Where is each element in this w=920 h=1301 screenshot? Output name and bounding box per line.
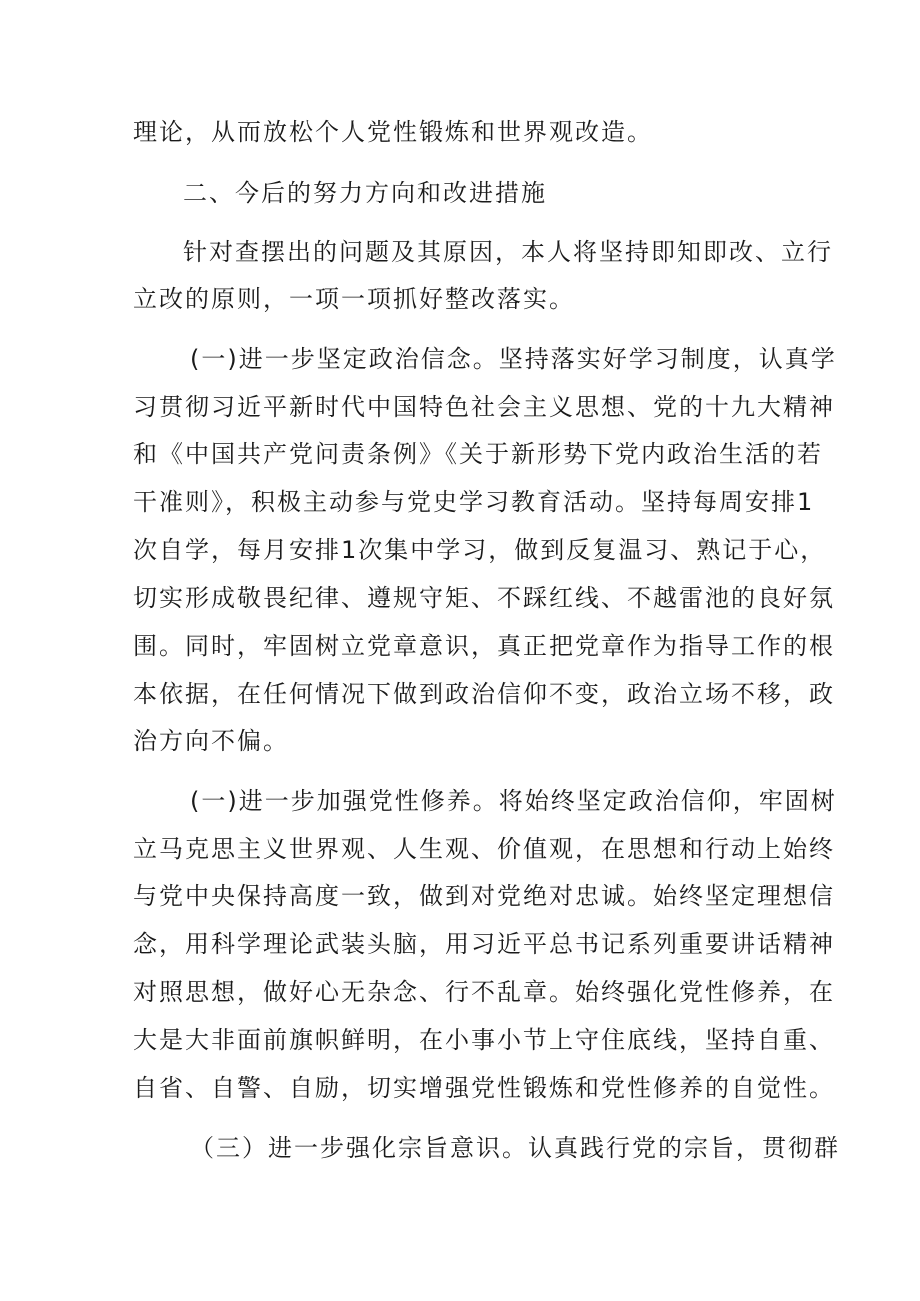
- text-line-10: 切实形成敬畏纪律、遵规守矩、不踩红线、不越雷池的良好氛: [133, 584, 835, 612]
- text-line-7: 和《中国共产党问责条例》《关于新形势下党内政治生活的若: [133, 440, 823, 468]
- text-line-5: (一)进一步坚定政治信念。坚持落实好学习制度，认真学: [190, 345, 837, 373]
- text-line-6: 习贯彻习近平新时代中国特色社会主义思想、党的十九大精神: [133, 393, 835, 421]
- text-line-14: (一)进一步加强党性修养。将始终坚定政治信仰，牢固树: [190, 787, 837, 815]
- text-line-21: （三）进一步强化宗旨意识。认真践行党的宗旨，贯彻群: [190, 1134, 840, 1162]
- text-line-17: 念，用科学理论武装头脑，用习近平总书记系列重要讲话精神: [133, 930, 835, 958]
- text-line-15: 立马克思主义世界观、人生观、价值观，在思想和行动上始终: [133, 835, 835, 863]
- text-line-20: 自省、自警、自励，切实增强党性锻炼和党性修养的自觉性。: [133, 1074, 835, 1102]
- text-line-16: 与党中央保持高度一致，做到对党绝对忠诚。始终坚定理想信: [133, 882, 835, 910]
- text-line-11: 围。同时，牢固树立党章意识，真正把党章作为指导工作的根: [133, 632, 835, 660]
- text-line-13: 治方向不偏。: [133, 727, 289, 755]
- section-heading-2: 二、今后的努力方向和改进措施: [183, 179, 547, 207]
- text-line-3: 针对查摆出的问题及其原因，本人将坚持即知即改、立行: [183, 238, 833, 266]
- text-line-1: 理论，从而放松个人党性锻炼和世界观改造。: [133, 118, 653, 146]
- text-line-12: 本依据，在任何情况下做到政治信仰不变，政治立场不移，政: [133, 680, 835, 708]
- text-line-19: 大是大非面前旗帜鲜明，在小事小节上守住底线，坚持自重、: [133, 1026, 835, 1054]
- text-line-18: 对照思想，做好心无杂念、行不乱章。始终强化党性修养，在: [133, 978, 835, 1006]
- text-line-8: 干准则》，积极主动参与党史学习教育活动。坚持每周安排1: [133, 488, 815, 516]
- text-line-9: 次自学，每月安排1次集中学习，做到反复温习、熟记于心，: [133, 536, 827, 564]
- text-line-4: 立改的原则，一项一项抓好整改落实。: [133, 285, 575, 313]
